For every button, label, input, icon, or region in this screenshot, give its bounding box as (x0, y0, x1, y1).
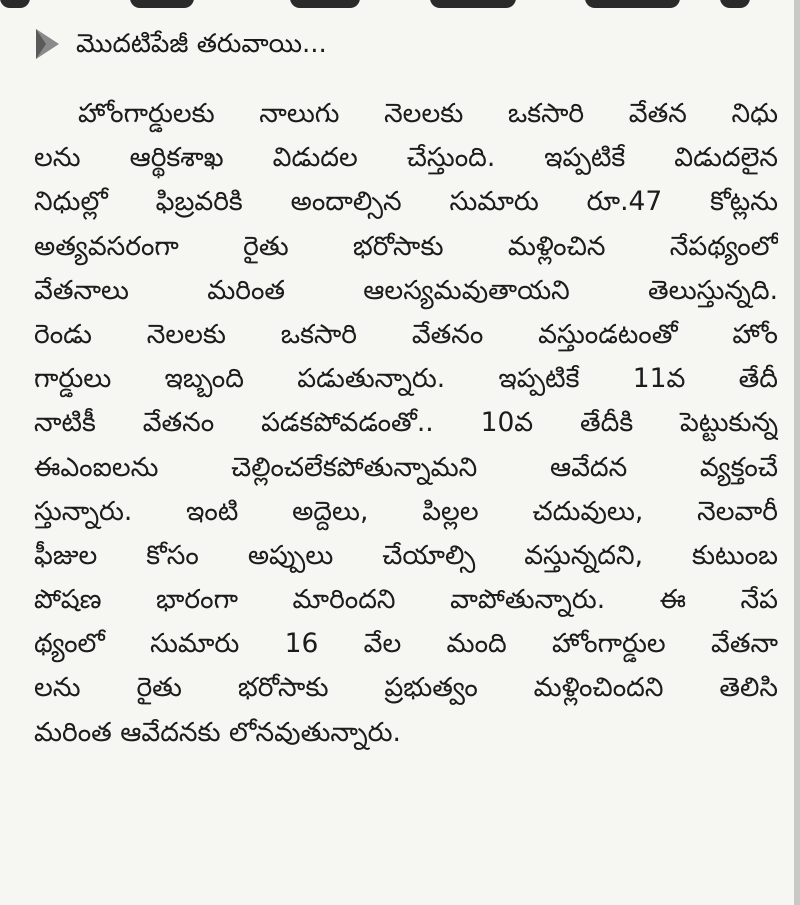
article-line: లను ఆర్థికశాఖ విడుదల చేస్తుంది. ఇప్పటికే విడుదలైన (34, 142, 778, 174)
cropped-headline-strip (0, 0, 800, 14)
article-line: వేతనాలు మరింత ఆలస్యమవుతాయని తెలుస్తున్నది. (34, 274, 778, 306)
arrow-right-icon (32, 26, 62, 62)
article-line: నిధుల్లో ఫిబ్రవరికి అందాల్సిన సుమారు రూ.47 కోట్లను (34, 186, 778, 218)
continuation-header (32, 24, 327, 64)
article-line: నాటికీ వేతనం పడకపోవడంతో.. 10వ తేదీకి పెట్టుకున్న (34, 407, 778, 439)
article-line: ఈఎంఐలను చెల్లించలేకపోతున్నామని ఆవేదన వ్యక్తంచే (34, 451, 778, 483)
article-line: పోషణ భారంగా మారిందని వాపోతున్నారు. ఈ నేప (34, 584, 778, 616)
article-line: థ్యంలో సుమారు 16 వేల మంది హోంగార్డుల వేతనా (34, 628, 778, 660)
article-line: హోంగార్డులకు నాలుగు నెలలకు ఒకసారి వేతన నిధు (78, 98, 778, 129)
article-line: మరింత ఆవేదనకు లోనవుతున్నారు. (34, 716, 401, 748)
article-line: అత్యవసరంగా రైతు భరోసాకు మళ్లించిన నేపథ్యంలో (34, 230, 778, 262)
article-line: గార్డులు ఇబ్బంది పడుతున్నారు. ఇప్పటికే 11వ తేదీ (34, 363, 778, 395)
page-edge (794, 0, 800, 905)
article-line: ఫీజుల కోసం అప్పులు చేయాల్సి వస్తున్నదని, కుటుంబ (34, 539, 778, 571)
article-line: స్తున్నారు. ఇంటి అద్దెలు, పిల్లల చదువులు, నెలవారీ (34, 495, 778, 527)
article-line: రెండు నెలలకు ఒకసారి వేతనం వస్తుండటంతో హోం (34, 318, 778, 350)
article-body (34, 92, 778, 755)
continuation-label: మొదటిపేజీ తరువాయి... (76, 29, 327, 59)
article-line: లను రైతు భరోసాకు ప్రభుత్వం మళ్లించిందని తెలిసి (34, 672, 778, 704)
